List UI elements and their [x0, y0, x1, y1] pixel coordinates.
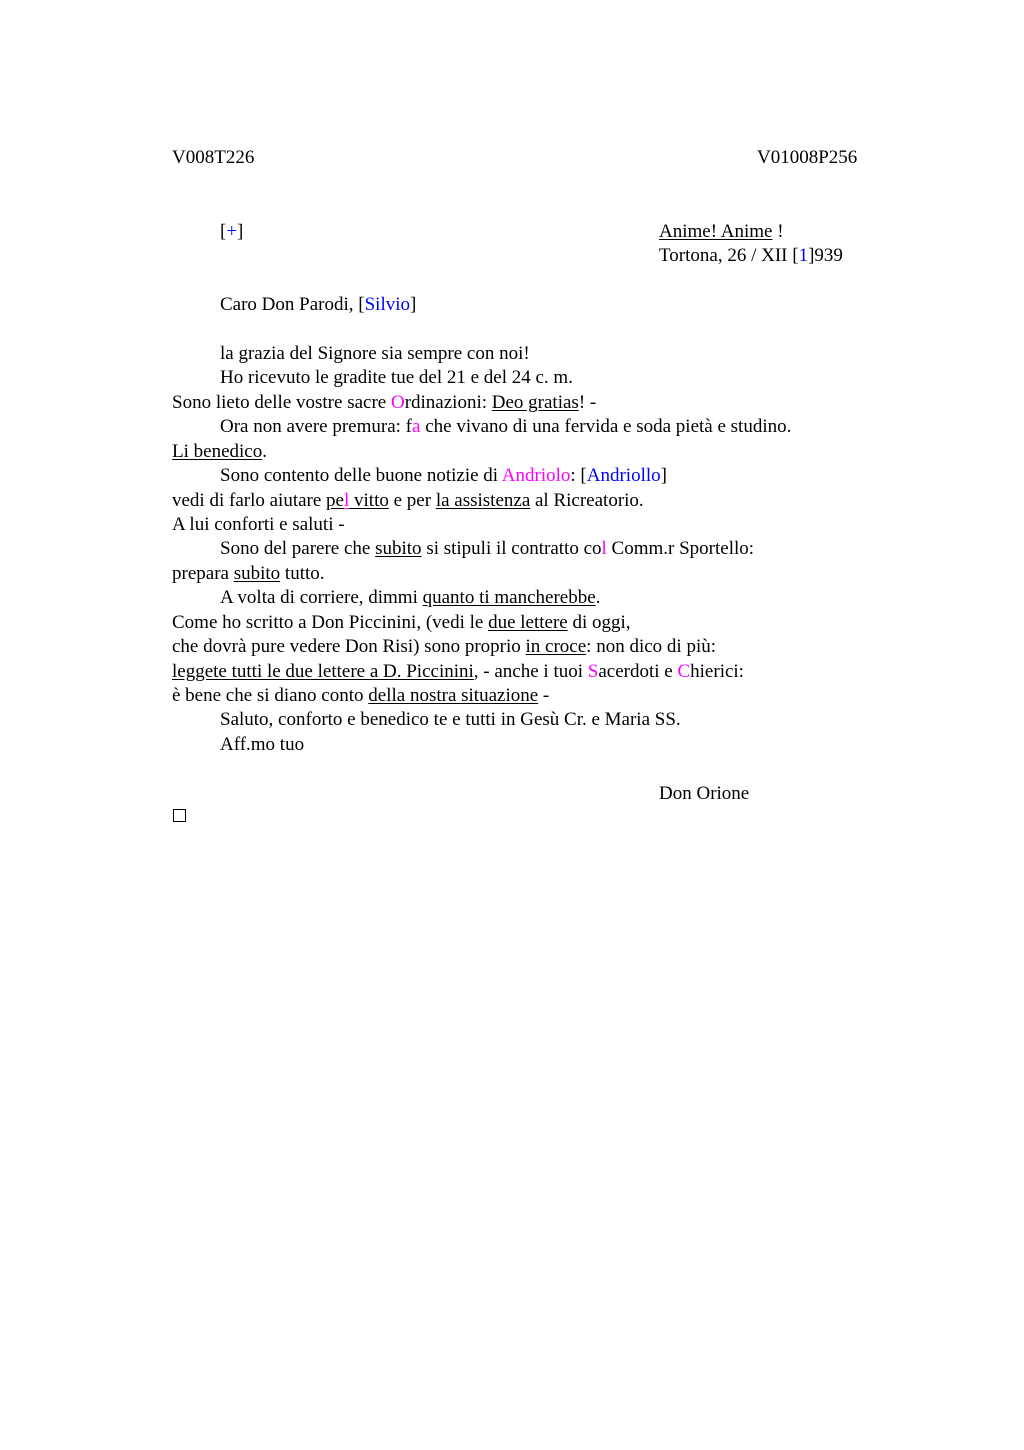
letter-line-17: Aff.mo tuo — [220, 734, 305, 755]
text-segment: Ora non avere premura: f — [220, 416, 413, 437]
date-insert: 1 — [798, 245, 809, 266]
underlined-text: la assistenza — [435, 490, 531, 511]
text-segment: Comm.r Sportello: — [606, 538, 755, 559]
salutation — [220, 293, 416, 317]
letter-line-13 — [172, 635, 716, 659]
letter-line-15 — [172, 684, 549, 708]
text-segment: ] — [660, 465, 667, 486]
text-segment: - — [538, 685, 550, 706]
salutation-text: Caro Don Parodi, [ — [220, 294, 365, 315]
letter-line-2: Ho ricevuto le gradite tue del 21 e del 24 c. m. — [220, 367, 573, 388]
text-segment: prepara — [172, 563, 234, 584]
text-segment: è bene che si diano conto — [172, 685, 369, 706]
letter-line-3 — [172, 391, 596, 415]
text-segment: vedi di farlo aiutare — [172, 490, 327, 511]
underlined-text: Deo gratias — [491, 392, 579, 413]
underlined-text: leggete tutti le due lettere a D. Piccinini — [172, 661, 474, 682]
text-segment: Come ho scritto a Don Piccinini, (vedi le — [172, 612, 489, 633]
underlined-text: Li benedico — [172, 441, 263, 462]
text-segment: si stipuli il contratto co — [421, 538, 602, 559]
end-of-document-box-icon — [173, 809, 186, 822]
correction-mark: O — [390, 392, 405, 413]
text-segment: : non dico di più: — [586, 636, 716, 657]
text-segment: A volta di corriere, dimmi — [220, 587, 423, 608]
editorial-insert: Andriollo — [586, 465, 661, 486]
motto-text: Anime! Anime — [659, 221, 773, 242]
letter-line-10 — [172, 562, 325, 586]
text-segment: ! - — [578, 392, 597, 413]
text-segment: al Ricreatorio. — [530, 490, 644, 511]
place-date — [659, 244, 843, 268]
text-segment: di oggi, — [567, 612, 631, 633]
letter-line-1: la grazia del Signore sia sempre con noi! — [220, 343, 530, 364]
document-code-left: V008T226 — [172, 147, 255, 168]
correction-mark: a — [412, 416, 421, 437]
text-segment: : [ — [570, 465, 587, 486]
text-segment: rdinazioni: — [404, 392, 492, 413]
text-segment: Sono contento delle buone notizie di — [220, 465, 502, 486]
underlined-text: subito — [233, 563, 281, 584]
underlined-text: vitto — [349, 490, 389, 511]
letter-line-12 — [172, 611, 631, 635]
correction-mark: S — [587, 661, 599, 682]
signature: Don Orione — [659, 783, 750, 804]
underlined-text: due lettere — [488, 612, 568, 633]
text-segment: . — [262, 441, 267, 462]
text-segment: che vivano di una fervida e soda pietà e studino. — [420, 416, 792, 437]
place-date-prefix: Tortona, 26 / XII [ — [659, 245, 799, 266]
text-segment: che dovrà pure vedere Don Risi) sono proprio — [172, 636, 526, 657]
letter-line-4 — [220, 415, 791, 439]
letter-line-6 — [220, 464, 667, 488]
motto-end: ! — [772, 221, 784, 242]
letter-line-14 — [172, 660, 744, 684]
correction-mark: C — [677, 661, 691, 682]
letter-line-5 — [172, 440, 267, 464]
letter-line-8: A lui conforti e saluti - — [172, 514, 345, 535]
letter-line-16: Saluto, conforto e benedico te e tutti in Gesù Cr. e Maria SS. — [220, 709, 681, 730]
place-date-suffix: ]939 — [808, 245, 843, 266]
text-segment: , - anche i tuoi — [473, 661, 588, 682]
text-segment: tutto. — [280, 563, 325, 584]
text-segment: . — [595, 587, 601, 608]
underlined-text: quanto ti mancherebbe — [422, 587, 596, 608]
motto — [659, 220, 784, 244]
salutation-close: ] — [410, 294, 417, 315]
cross-symbol: + — [226, 221, 238, 242]
text-segment: e per — [388, 490, 436, 511]
text-segment: acerdoti e — [598, 661, 678, 682]
letter-line-7 — [172, 489, 644, 513]
underlined-text: della nostra situazione — [368, 685, 539, 706]
correction-mark: l — [343, 490, 350, 511]
text-segment: Sono del parere che — [220, 538, 376, 559]
letter-line-11 — [220, 586, 600, 610]
salutation-name: Silvio — [364, 294, 410, 315]
document-code-right: V01008P256 — [757, 147, 858, 168]
correction-mark: Andriolo — [501, 465, 571, 486]
text-segment: Sono lieto delle vostre sacre — [172, 392, 391, 413]
underlined-text: in croce — [525, 636, 587, 657]
letter-line-9 — [220, 537, 754, 561]
correction-mark: l — [601, 538, 607, 559]
cross-mark: [+] — [220, 221, 244, 242]
underlined-text: subito — [375, 538, 422, 559]
text-segment: hierici: — [690, 661, 744, 682]
underlined-text: pe — [326, 490, 344, 511]
